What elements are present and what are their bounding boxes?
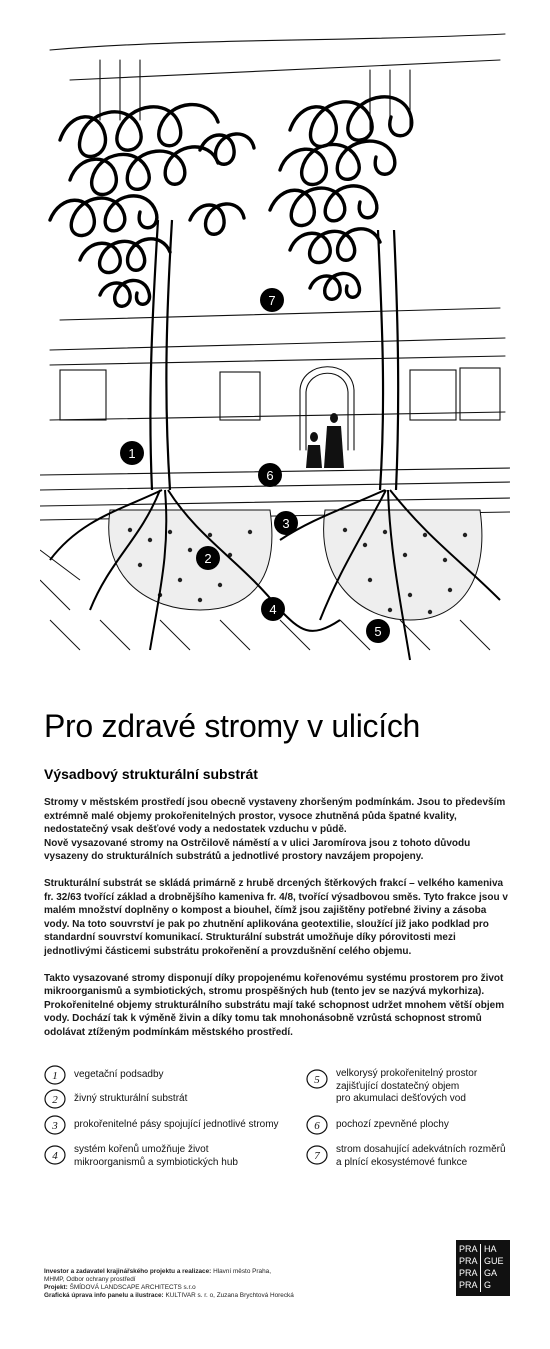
tree-planting-illustration [40, 20, 510, 670]
legend-item-1 [44, 1064, 164, 1086]
number-2-icon [44, 1088, 66, 1110]
svg-text:5: 5 [374, 624, 382, 639]
svg-text:1: 1 [52, 1070, 58, 1082]
svg-text:3: 3 [282, 516, 290, 531]
legend-text-3: prokořenitelné pásy spojující jednotlivé stromy [74, 1119, 279, 1130]
svg-text:4: 4 [52, 1150, 58, 1162]
marker-5 [366, 619, 390, 643]
legend-item-6 [306, 1114, 449, 1136]
number-1-icon [44, 1064, 66, 1086]
legend-item-5 [306, 1068, 477, 1106]
paragraph-2: Strukturální substrát se skládá primárně z hrubě drcených štěrkových frakcí – velkého kameniva fr. 32/63 tvořící základ a drobnějšího kameniva fr. 4/8, tvořící výsadbovou směs. Tyto frakce jsou v malém množství doplněny o kompost a biouhel, čímž jsou zajištěny potřebné živiny a zásoba vody. Na toto souvrství je pak po zhutnění aplikována geotextilie, sloužící již jako podklad pro standardní souvrství komunikací. Strukturální substrát umožňuje díky pórovitosti mezi jednotlivými částicemi substrátu prokořenění a provzdušnění celého objemu. [44, 877, 508, 957]
page-title: Pro zdravé stromy v ulicích [44, 708, 421, 744]
legend-text-4: systém kořenů umožňuje život mikroorganismů a symbiotických hub [74, 1144, 238, 1168]
number-4-icon [44, 1144, 66, 1166]
credits [44, 1268, 304, 1300]
credit-investor-dept: MHMP, Odbor ochrany prostředí [44, 1276, 136, 1283]
credit-project: Projekt: ŠMÍDOVÁ LANDSCAPE ARCHITECTS s.r.o [44, 1284, 196, 1291]
paragraph-3: Takto vysazované stromy disponují díky propojenému kořenovému systému prostorem pro život mikroorganismů a symbiotických, stromu prospěšných hub (tento jev se nazývá mykorhiza). Prokořenitelné objemy strukturálního substrátu mají také schopnost udržet mnohem větší objem vody. Dochází tak k výměně živin a díky tomu tak mnohonásobně vzrůstá schopnost stromů odolávat ztíženým podmínkám městského prostředí. [44, 972, 505, 1038]
marker-2 [196, 546, 220, 570]
legend-item-2 [44, 1088, 187, 1110]
legend-text-1: vegetační podsadby [74, 1069, 164, 1080]
credit-graphics: Grafická úprava info panelu a ilustrace: KULTIVAR s. r. o, Zuzana Brychtová Horecká [44, 1292, 294, 1299]
svg-text:7: 7 [314, 1150, 320, 1162]
svg-text:3: 3 [52, 1120, 58, 1132]
praha-logo: PRA HA PRA GUE PRA GA PRA G [456, 1240, 510, 1296]
number-6-icon [306, 1114, 328, 1136]
svg-text:2: 2 [204, 551, 212, 566]
marker-3 [274, 511, 298, 535]
legend-text-2: živný strukturální substrát [74, 1093, 188, 1104]
svg-text:5: 5 [314, 1074, 320, 1086]
svg-text:1: 1 [128, 446, 136, 461]
svg-text:2: 2 [52, 1094, 58, 1106]
number-3-icon [44, 1114, 66, 1136]
marker-7 [260, 288, 284, 312]
legend-item-7 [306, 1144, 506, 1169]
legend-item-3 [44, 1114, 279, 1136]
marker-4 [261, 597, 285, 621]
legend [44, 1060, 514, 1190]
svg-text:6: 6 [314, 1120, 320, 1132]
paragraph-1a: Stromy v městském prostředí jsou obecně vystaveny zhoršeným podmínkám. Jsou to především extrémně malé objemy prokořenitelných prostor, vysoce zhutněná půda špatné kvality, nedostatečný vsak dešťové vody a nedostatek vzduchu v půdě. [44, 797, 506, 836]
marker-6 [258, 463, 282, 487]
svg-text:4: 4 [269, 602, 277, 617]
credit-investor: Investor a zadavatel krajinářského projektu a realizace: Hlavní město Praha, [44, 1268, 271, 1275]
svg-text:6: 6 [266, 468, 274, 483]
legend-text-6: pochozí zpevněné plochy [336, 1119, 449, 1130]
svg-text:7: 7 [268, 293, 276, 308]
number-5-icon [306, 1068, 328, 1090]
section-subtitle: Výsadbový strukturální substrát [44, 766, 258, 782]
legend-item-4 [44, 1144, 238, 1169]
number-7-icon [306, 1144, 328, 1166]
body-text [44, 796, 514, 1053]
legend-text-7: strom dosahující adekvátních rozměrů a plnící ekosystémové funkce [336, 1144, 506, 1168]
legend-text-5: velkorysý prokořenitelný prostor zajišťující dostatečný objem pro akumulaci dešťových vod [336, 1068, 478, 1104]
marker-1 [120, 441, 144, 465]
paragraph-1b: Nově vysazované stromy na Ostrčilově náměstí a v ulici Jaromírova jsou z tohoto důvodu vysazeny do strukturálních substrátů a jednotlivé prostory navzájem propojeny. [44, 837, 471, 863]
